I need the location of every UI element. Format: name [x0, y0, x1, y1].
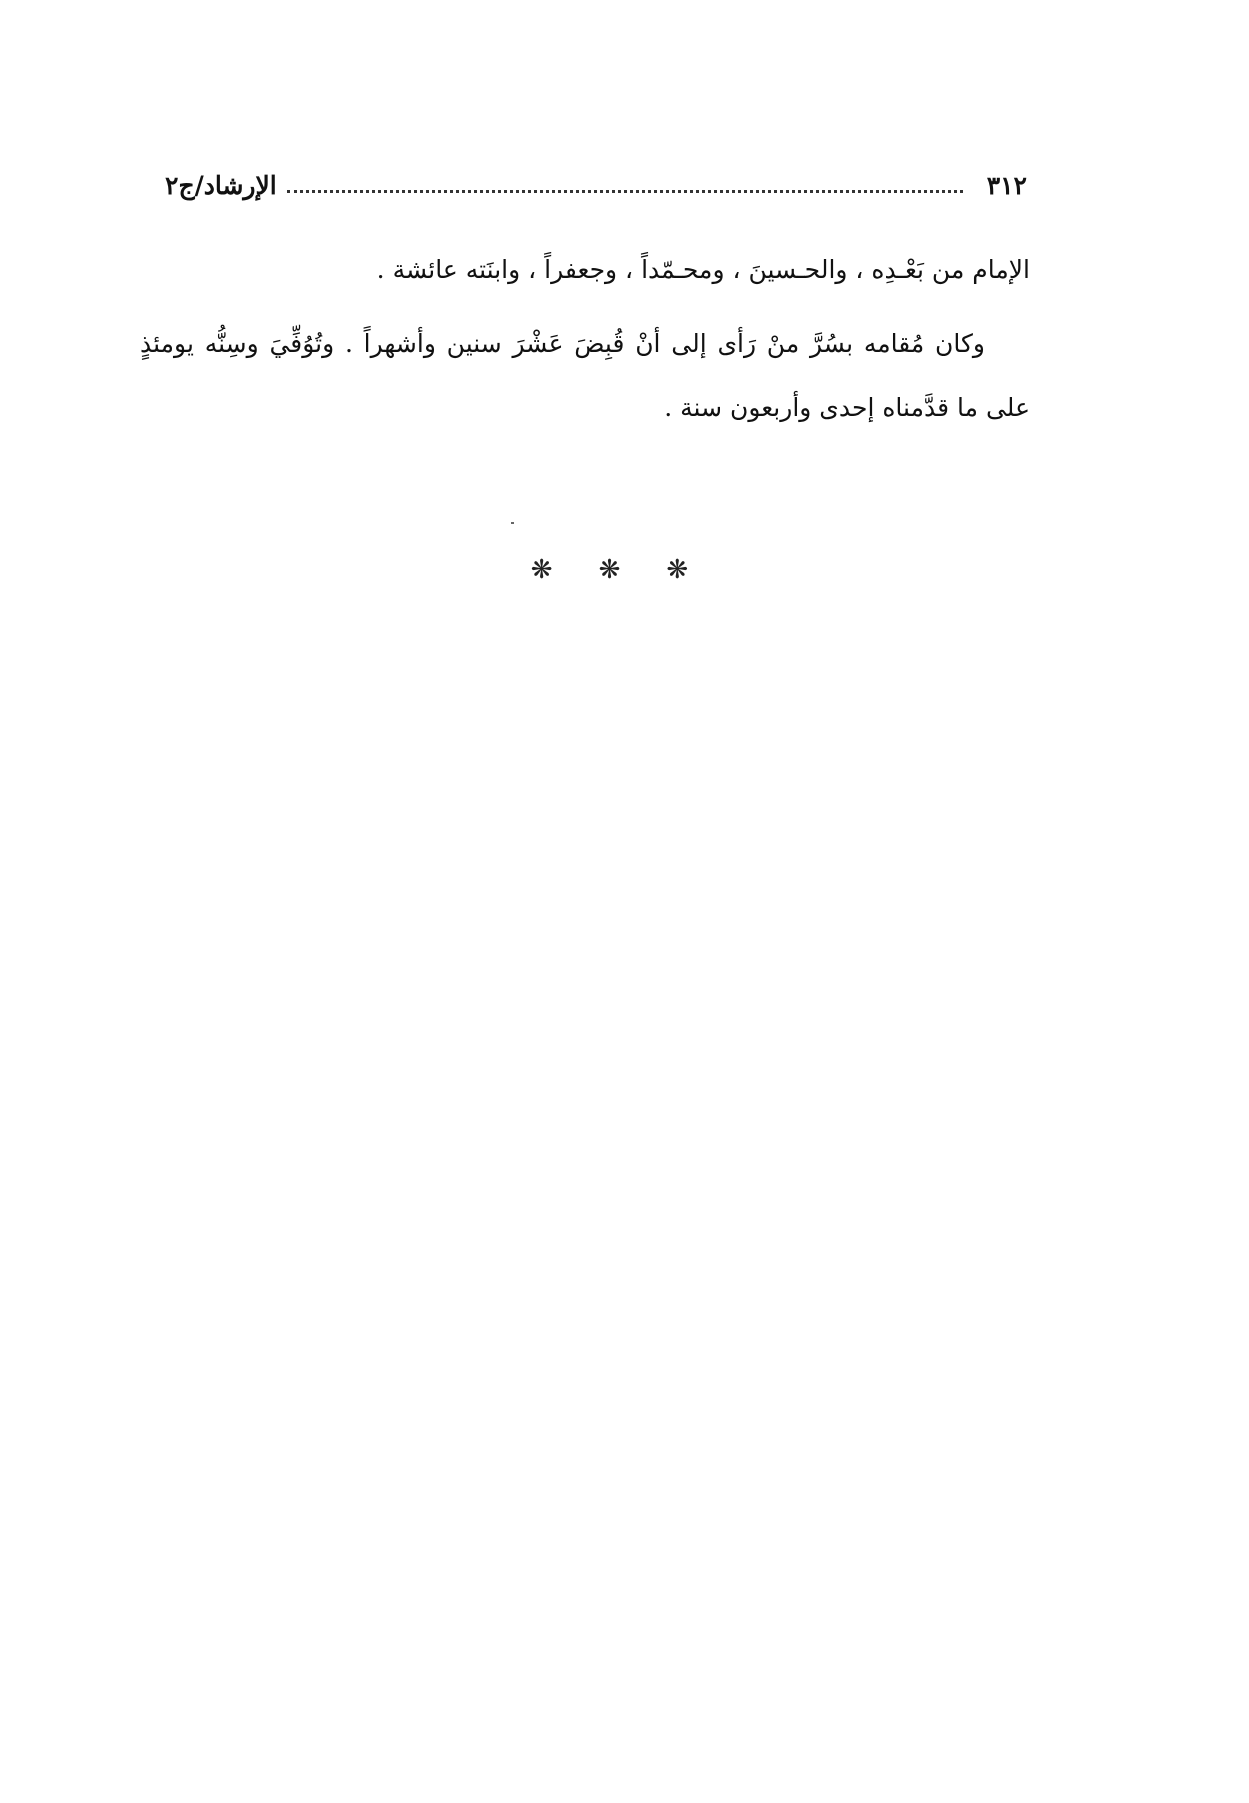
- dot-leader: [287, 190, 963, 193]
- body-text: [140, 238, 1030, 450]
- page-number: ٣١٢: [986, 170, 1027, 200]
- running-title: الإرشاد/ج٢: [165, 170, 277, 200]
- page-header: [165, 160, 1027, 210]
- asterism-icon: ❋: [666, 555, 719, 585]
- paragraph-1: الإمام من بَعْـدِه ، والحـسينَ ، ومحـمّداً ، وجعفراً ، وابنَته عائشة .: [376, 255, 1030, 284]
- section-ornament: [0, 555, 1249, 585]
- paragraph-2: وكان مُقامه بسُرَّ منْ رَأى إلى أنْ قُبِضَ عَشْرَ سنين وأشهراً . وتُوُفِّيَ وسِنُّه يومئذٍ على ما قدَّمناه إحدى وأربعون سنة .: [140, 329, 1030, 422]
- asterism-icon: ❋: [530, 555, 583, 585]
- asterism-icon: ❋: [598, 555, 651, 585]
- stray-mark: [511, 522, 514, 524]
